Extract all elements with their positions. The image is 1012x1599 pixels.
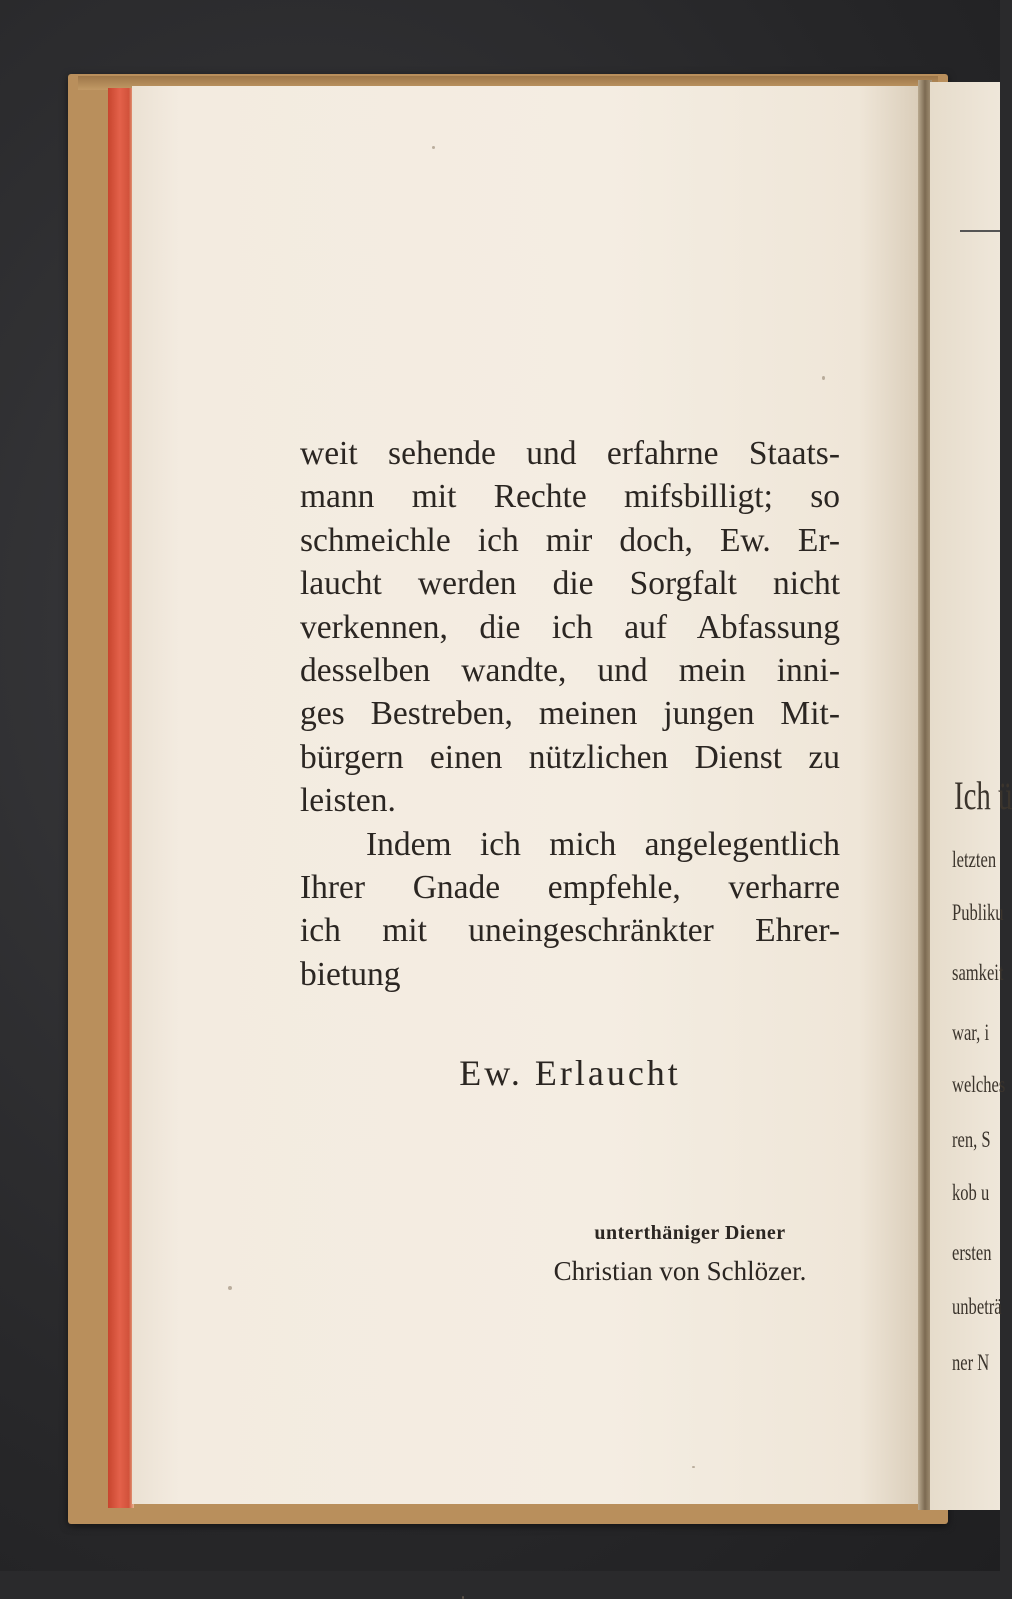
signature-title: unterthäniger Diener	[594, 1222, 786, 1244]
body-line: bürgern einen nützlichen Dienst zu	[300, 738, 840, 776]
body-text	[300, 432, 840, 996]
body-line: schmeichle ich mir doch, Ew. Er-	[300, 521, 840, 559]
next-page-line: unbeträ	[952, 1294, 1002, 1319]
body-line: verkennen, die ich auf Abfassung	[300, 608, 840, 646]
next-page-line: war, i	[952, 1020, 990, 1045]
next-page-line: ersten	[952, 1240, 992, 1265]
body-line: laucht werden die Sorgfalt nicht	[300, 565, 840, 603]
next-page-line: welches	[952, 1072, 1006, 1097]
body-line: mann mit Rechte mifsbilligt; so	[300, 478, 840, 516]
next-page-line: kob u	[952, 1180, 990, 1205]
next-page-line: samkeit	[952, 960, 1004, 985]
body-line: ges Bestreben, meinen jungen Mit-	[300, 695, 840, 733]
next-page-line: Publiku	[952, 900, 1004, 925]
closing-salutation: Ew. Erlaucht	[459, 1053, 681, 1093]
body-line: leisten.	[300, 782, 396, 820]
body-line: bietung	[300, 955, 401, 993]
body-line: desselben wandte, und mein inni-	[300, 651, 840, 689]
signature-name: Christian von Schlözer.	[553, 1256, 807, 1286]
right-page-fragment	[930, 82, 1012, 1510]
body-line: Indem ich mich angelegentlich	[366, 825, 840, 863]
next-page-rule	[960, 230, 1000, 232]
body-line: Ihrer Gnade empfehle, verharre	[300, 868, 840, 906]
red-page-edge	[108, 88, 134, 1508]
body-line: ich mit uneingeschränkter Ehrer-	[300, 912, 840, 950]
next-page-line: ner N	[952, 1350, 990, 1375]
body-line: weit sehende und erfahrne Staats-	[300, 435, 840, 472]
next-page-line: ren, S	[952, 1127, 991, 1152]
next-page-line: letzten	[952, 847, 997, 872]
next-page-line: Ich ü	[954, 773, 1012, 818]
